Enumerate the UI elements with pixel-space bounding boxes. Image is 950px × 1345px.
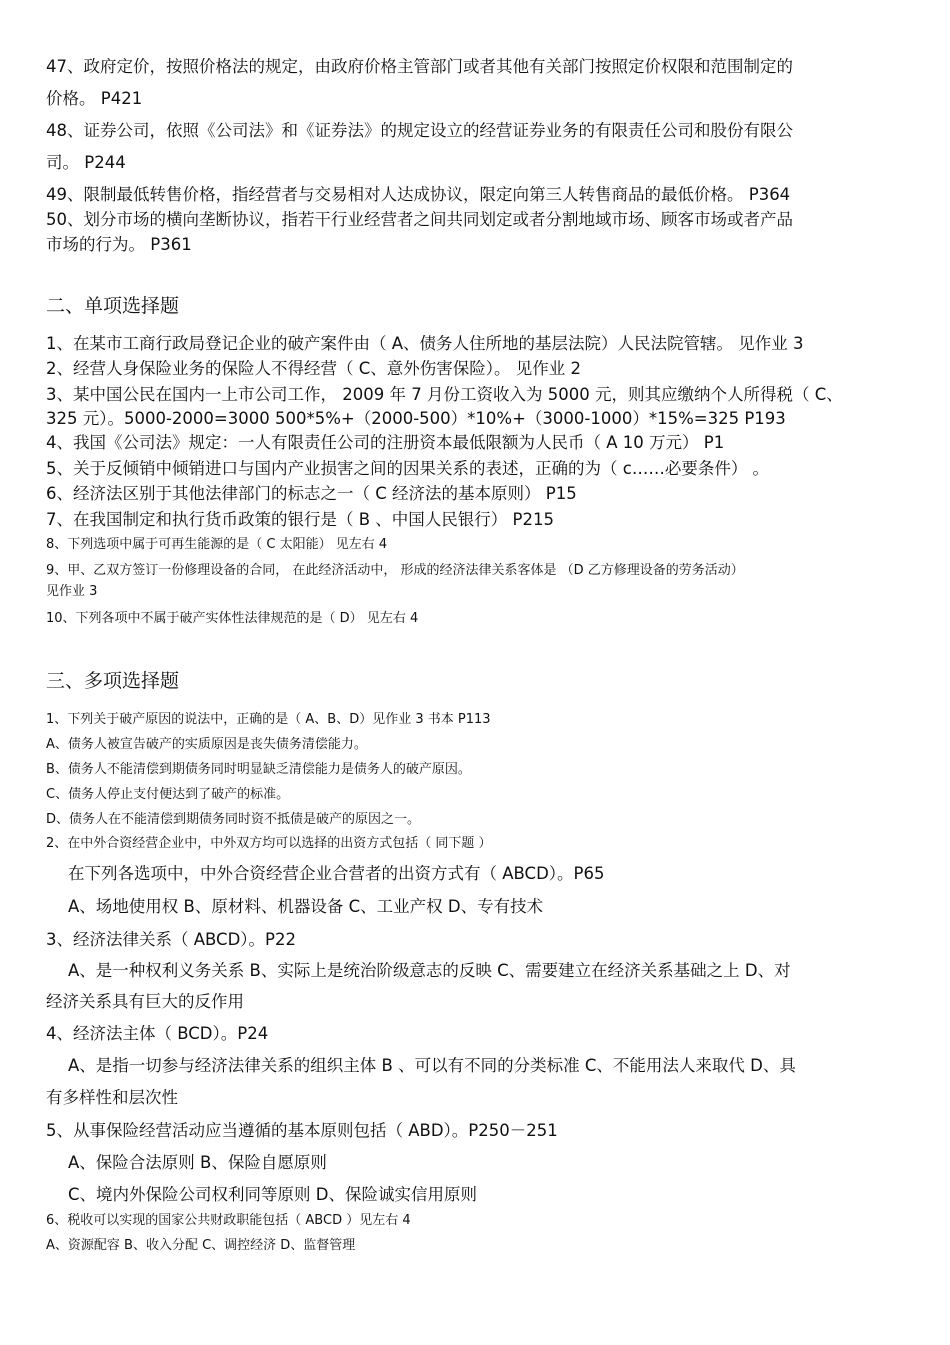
definition-48-line-2: 司。 P244 [46,153,126,172]
single-choice-q9-line-2: 见作业 3 [46,584,98,599]
single-choice-q8: 8、下列选项中属于可再生能源的是（ C 太阳能） 见左右 4 [46,537,388,552]
multi-choice-q3-options-line-2: 经济关系具有巨大的反作用 [46,992,244,1011]
multi-choice-q1-option-c: C、债务人停止支付便达到了破产的标准。 [46,787,290,802]
multi-choice-q1-option-a: A、债务人被宣告破产的实质原因是丧失债务清偿能力。 [46,737,367,752]
multi-choice-q4-options-line-2: 有多样性和层次性 [46,1088,178,1107]
multi-choice-q4: 4、经济法主体（ BCD）。P24 [46,1024,269,1043]
single-choice-q1: 1、在某市工商行政局登记企业的破产案件由（ A、债务人住所地的基层法院）人民法院管辖。 见作业 3 [46,334,804,353]
single-choice-q5: 5、关于反倾销中倾销进口与国内产业损害之间的因果关系的表述，正确的为（ c……必要条件） 。 [46,459,770,478]
single-choice-q3-line-1: 3、某中国公民在国内一上市公司工作， 2009 年 7 月份工资收入为 5000 元，则其应缴纳个人所得税（ C、 [46,385,843,404]
multi-choice-q2-sub: 在下列各选项中，中外合资经营企业合营者的出资方式有（ ABCD）。P65 [68,864,605,883]
definition-47-line-1: 47、政府定价，按照价格法的规定，由政府价格主管部门或者其他有关部门按照定价权限和范围制定的 [46,57,793,76]
multi-choice-q2-options: A、场地使用权 B、原材料、机器设备 C、工业产权 D、专有技术 [68,897,544,916]
multi-choice-q1: 1、下列关于破产原因的说法中，正确的是（ A、B、D）见作业 3 书本 P113 [46,712,491,727]
single-choice-q10: 10、下列各项中不属于破产实体性法律规范的是（ D） 见左右 4 [46,611,419,626]
multi-choice-q5: 5、从事保险经营活动应当遵循的基本原则包括（ ABD）。P250－251 [46,1121,558,1140]
single-choice-q9-line-1: 9、甲、乙双方签订一份修理设备的合同， 在此经济活动中， 形成的经济法律关系客体是 （D 乙方修理设备的劳务活动） [46,563,744,578]
single-choice-q4: 4、我国《公司法》规定：一人有限责任公司的注册资本最低限额为人民币（ A 10 万元） P1 [46,433,725,452]
single-choice-q7: 7、在我国制定和执行货币政策的银行是（ B 、中国人民银行） P215 [46,510,554,529]
definition-47-line-2: 价格。 P421 [46,89,143,108]
multi-choice-q3: 3、经济法律关系（ ABCD）。P22 [46,930,296,949]
section-heading-single-choice: 二、单项选择题 [46,295,180,317]
multi-choice-q5-options-line-1: A、保险合法原则 B、保险自愿原则 [68,1153,327,1172]
definition-49: 49、限制最低转售价格，指经营者与交易相对人达成协议，限定向第三人转售商品的最低价格。 P364 [46,185,791,204]
multi-choice-q3-options-line-1: A、是一种权利义务关系 B、实际上是统治阶级意志的反映 C、需要建立在经济关系基础之上 D、对 [68,961,791,980]
multi-choice-q1-option-d: D、债务人在不能清偿到期债务同时资不抵债是破产的原因之一。 [46,812,421,827]
single-choice-q3-line-2: 325 元）。5000-2000=3000 500*5%+（2000-500）*10%+（3000-1000）*15%=325 P193 [46,409,786,428]
definition-48-line-1: 48、证券公司，依照《公司法》和《证券法》的规定设立的经营证券业务的有限责任公司和股份有限公 [46,121,793,140]
single-choice-q2: 2、经营人身保险业务的保险人不得经营（ C、意外伤害保险）。 见作业 2 [46,359,582,378]
multi-choice-q6: 6、税收可以实现的国家公共财政职能包括（ ABCD ）见左右 4 [46,1213,411,1228]
definition-50-line-1: 50、划分市场的横向垄断协议，指若干行业经营者之间共同划定或者分割地域市场、顾客市场或者产品 [46,210,793,229]
multi-choice-q6-options: A、资源配容 B、收入分配 C、调控经济 D、监督管理 [46,1238,356,1253]
section-heading-multi-choice: 三、多项选择题 [46,670,180,692]
multi-choice-q1-option-b: B、债务人不能清偿到期债务同时明显缺乏清偿能力是债务人的破产原因。 [46,762,471,777]
single-choice-q6: 6、经济法区别于其他法律部门的标志之一（ C 经济法的基本原则） P15 [46,484,577,503]
multi-choice-q5-options-line-2: C、境内外保险公司权利同等原则 D、保险诚实信用原则 [68,1185,477,1204]
multi-choice-q2: 2、在中外合资经营企业中，中外双方均可以选择的出资方式包括（ 同下题 ） [46,836,492,851]
definition-50-line-2: 市场的行为。 P361 [46,235,192,254]
multi-choice-q4-options-line-1: A、是指一切参与经济法律关系的组织主体 B 、可以有不同的分类标准 C、不能用法人来取代 D、具 [68,1056,796,1075]
